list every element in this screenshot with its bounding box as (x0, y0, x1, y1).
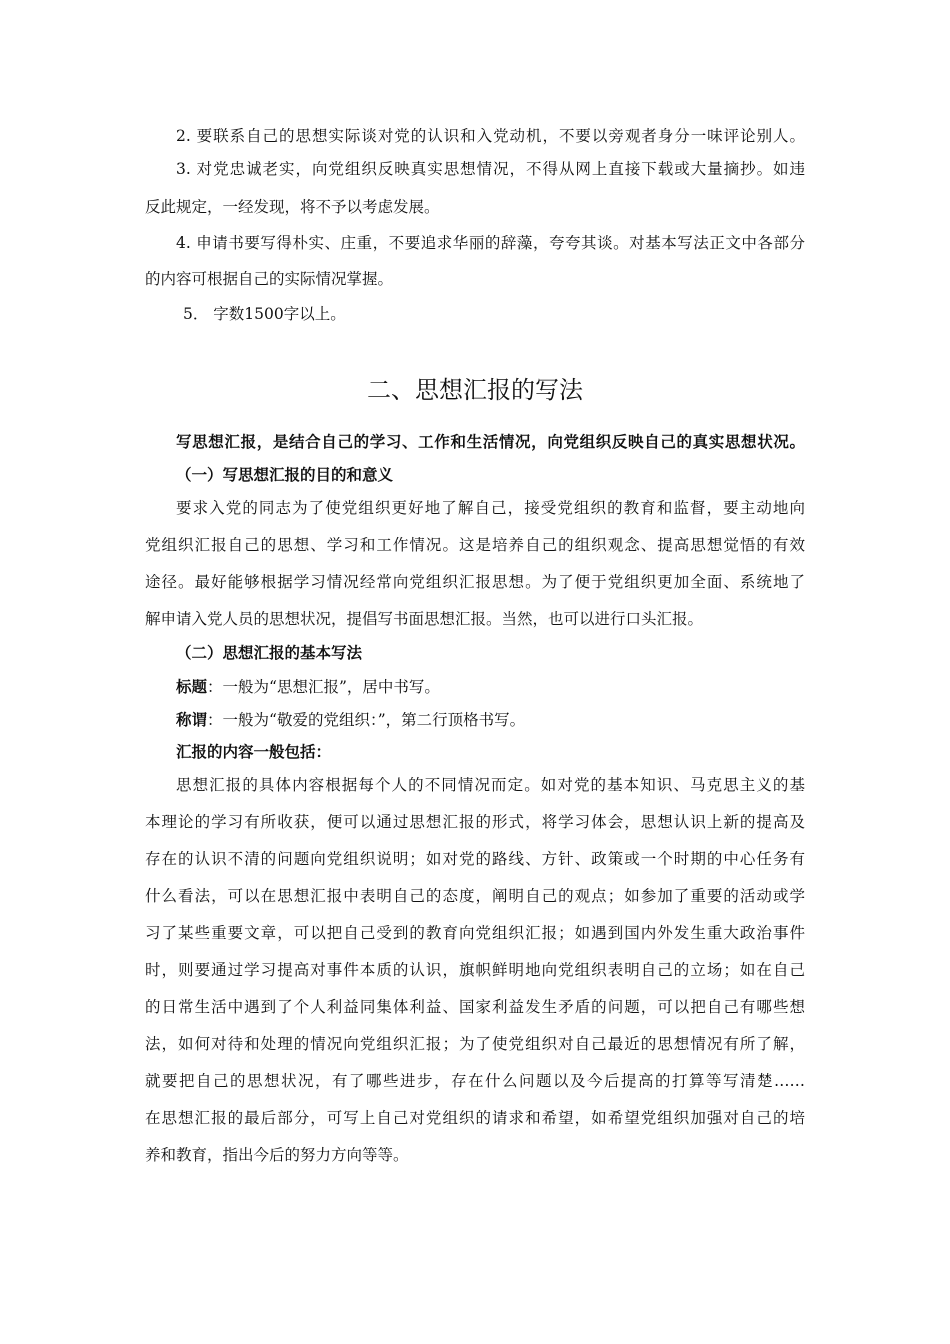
paragraph-line: 存在的认识不清的问题向党组织说明；如对党的路线、方针、政策或一个时期的中心任务有 (145, 850, 805, 868)
paragraph-line: 时，则要通过学习提高对事件本质的认识，旗帜鲜明地向党组织表明自己的立场；如在自己 (145, 961, 805, 979)
title-rule (176, 676, 440, 698)
paragraph-line: 要求入党的同志为了使党组织更好地了解自己，接受党组织的教育和监督，要主动地向 (176, 499, 805, 517)
salutation-rule (176, 709, 525, 731)
content-label: 汇报的内容一般包括： (176, 742, 332, 761)
paragraph-line: 养和教育，指出今后的努力方向等等。 (145, 1146, 409, 1164)
paragraph-line: 就要把自己的思想状况，有了哪些进步，存在什么问题以及今后提高的打算等写清楚…… (145, 1072, 805, 1090)
title-label: 标题 (176, 677, 208, 696)
paragraph-line: 在思想汇报的最后部分，可写上自己对党组织的请求和希望，如希望党组织加强对自己的培 (145, 1109, 805, 1127)
paragraph-line: 的日常生活中遇到了个人利益同集体利益、国家利益发生矛盾的问题，可以把自己有哪些想 (145, 998, 805, 1016)
section-heading: 二、思想汇报的写法 (367, 376, 583, 404)
paragraph-line: 党组织汇报自己的思想、学习和工作情况。这是培养自己的组织观念、提高思想觉悟的有效 (145, 536, 805, 554)
salutation-text: ：一般为“敬爱的党组织：”，第二行顶格书写。 (207, 711, 526, 729)
section-intro: 写思想汇报，是结合自己的学习、工作和生活情况，向党组织反映自己的真实思想状况。 (176, 432, 805, 451)
requirement-item-2: 2. 要联系自己的思想实际谈对党的认识和入党动机，不要以旁观者身分一味评论别人。 (176, 127, 805, 145)
paragraph-line: 本理论的学习有所收获，便可以通过思想汇报的形式，将学习体会，思想认识上新的提高及 (145, 813, 805, 831)
requirement-item-5: 5． 字数1500字以上。 (183, 305, 346, 323)
paragraph-line: 思想汇报的具体内容根据每个人的不同情况而定。如对党的基本知识、马克思主义的基 (176, 776, 805, 794)
salutation-label: 称谓 (176, 710, 208, 729)
requirement-item-3-line-1: 3. 对党忠诚老实，向党组织反映真实思想情况，不得从网上直接下载或大量摘抄。如违 (176, 160, 805, 178)
requirement-item-4-line-1: 4. 申请书要写得朴实、庄重，不要追求华丽的辞藻，夸夸其谈。对基本写法正文中各部分 (176, 234, 805, 252)
paragraph-line: 途径。最好能够根据学习情况经常向党组织汇报思想。为了便于党组织更加全面、系统地了 (145, 573, 805, 591)
paragraph-line: 法，如何对待和处理的情况向党组织汇报；为了使党组织对自己最近的思想情况有所了解， (145, 1035, 805, 1053)
requirement-item-3-line-2: 反此规定，一经发现，将不予以考虑发展。 (145, 198, 440, 216)
paragraph-line: 习了某些重要文章，可以把自己受到的教育向党组织汇报；如遇到国内外发生重大政治事件 (145, 924, 805, 942)
paragraph-line: 解申请入党人员的思想状况，提倡写书面思想汇报。当然，也可以进行口头汇报。 (145, 610, 704, 628)
title-text: ：一般为“思想汇报”，居中书写。 (207, 678, 440, 696)
subsection-1-title: （一）写思想汇报的目的和意义 (176, 465, 394, 484)
paragraph-line: 什么看法，可以在思想汇报中表明自己的态度，阐明自己的观点；如参加了重要的活动或学 (145, 887, 805, 905)
requirement-item-4-line-2: 的内容可根据自己的实际情况掌握。 (145, 270, 394, 288)
subsection-2-title: （二）思想汇报的基本写法 (176, 643, 363, 662)
